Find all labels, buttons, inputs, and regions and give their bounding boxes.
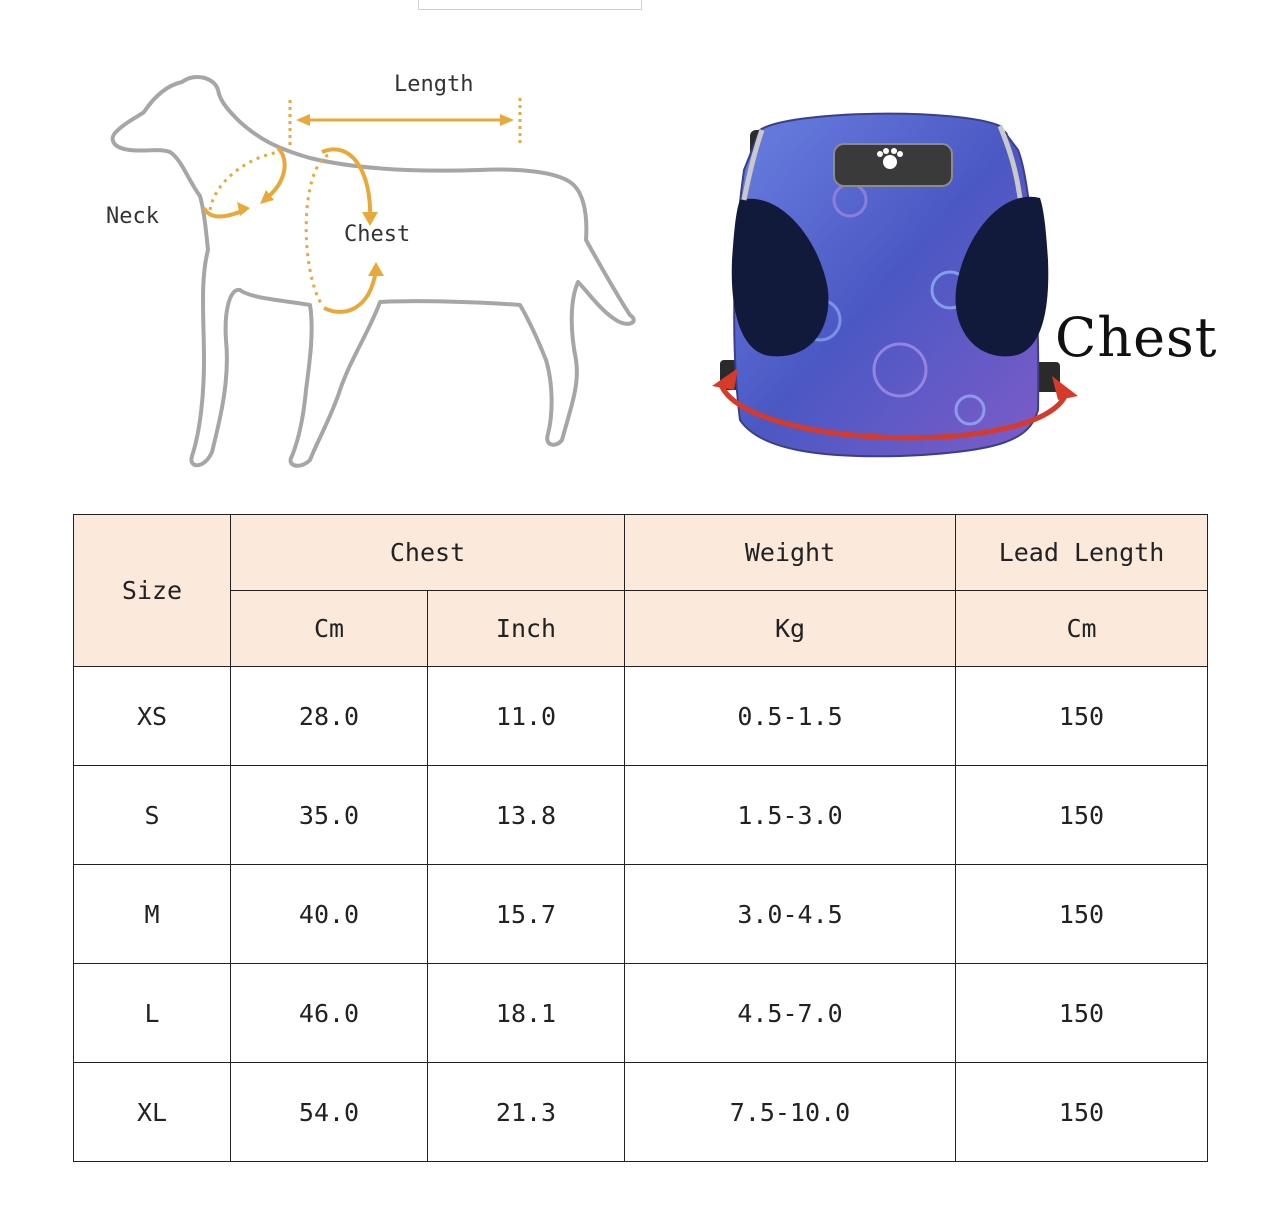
lead-cell: 150 bbox=[956, 667, 1208, 766]
dog-chest-label: Chest bbox=[344, 222, 411, 247]
top-tab-stub bbox=[418, 0, 642, 10]
chest-cm-cell: 28.0 bbox=[231, 667, 428, 766]
table-row bbox=[74, 964, 1208, 1063]
lead-cm-header: Cm bbox=[956, 591, 1208, 667]
lead-cell: 150 bbox=[956, 964, 1208, 1063]
table-row bbox=[74, 1063, 1208, 1162]
chest-inch-header: Inch bbox=[428, 591, 625, 667]
lead-cell: 150 bbox=[956, 865, 1208, 964]
table-row bbox=[74, 766, 1208, 865]
size-cell: M bbox=[74, 865, 231, 964]
chest-inch-cell: 13.8 bbox=[428, 766, 625, 865]
weight-cell: 4.5-7.0 bbox=[625, 964, 956, 1063]
chest-cm-cell: 54.0 bbox=[231, 1063, 428, 1162]
chest-inch-cell: 11.0 bbox=[428, 667, 625, 766]
harness-chest-label: Chest bbox=[1055, 306, 1218, 369]
size-cell: S bbox=[74, 766, 231, 865]
lead-length-header: Lead Length bbox=[956, 515, 1208, 591]
dog-measurement-diagram bbox=[100, 60, 660, 480]
chest-cm-cell: 35.0 bbox=[231, 766, 428, 865]
length-label: Length bbox=[394, 72, 474, 97]
size-cell: XL bbox=[74, 1063, 231, 1162]
size-header: Size bbox=[74, 515, 231, 667]
weight-header: Weight bbox=[625, 515, 956, 591]
neck-label: Neck bbox=[106, 204, 159, 229]
weight-cell: 3.0-4.5 bbox=[625, 865, 956, 964]
chest-inch-cell: 18.1 bbox=[428, 964, 625, 1063]
lead-cell: 150 bbox=[956, 1063, 1208, 1162]
chest-header: Chest bbox=[231, 515, 625, 591]
chest-inch-cell: 15.7 bbox=[428, 865, 625, 964]
chest-inch-cell: 21.3 bbox=[428, 1063, 625, 1162]
size-cell: L bbox=[74, 964, 231, 1063]
harness-product-image bbox=[700, 90, 1240, 480]
weight-cell: 0.5-1.5 bbox=[625, 667, 956, 766]
table-row bbox=[74, 667, 1208, 766]
chest-cm-header: Cm bbox=[231, 591, 428, 667]
chest-cm-cell: 46.0 bbox=[231, 964, 428, 1063]
table-row bbox=[74, 865, 1208, 964]
weight-cell: 1.5-3.0 bbox=[625, 766, 956, 865]
weight-kg-header: Kg bbox=[625, 591, 956, 667]
weight-cell: 7.5-10.0 bbox=[625, 1063, 956, 1162]
size-chart-table bbox=[73, 514, 1208, 1162]
lead-cell: 150 bbox=[956, 766, 1208, 865]
chest-cm-cell: 40.0 bbox=[231, 865, 428, 964]
size-cell: XS bbox=[74, 667, 231, 766]
